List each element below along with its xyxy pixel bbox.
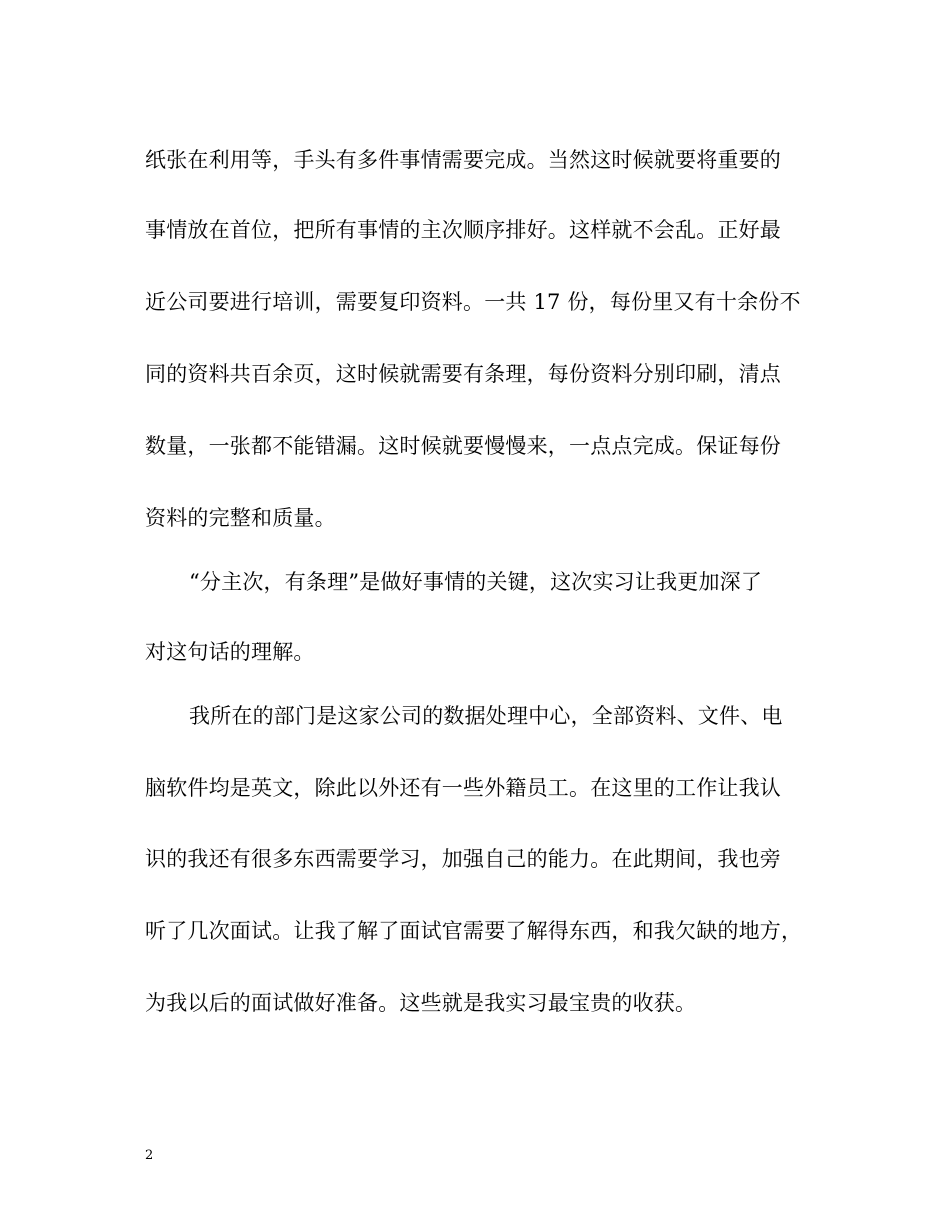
body-text-line: 识的我还有很多东西需要学习，加强自己的能力。在此期间，我也旁 (145, 847, 781, 871)
body-text-line: 近公司要进行培训，需要复印资料。一共 17 份，每份里又有十余份不 (145, 290, 801, 314)
body-text-line: 资料的完整和质量。 (145, 506, 336, 530)
body-text-line: 我所在的部门是这家公司的数据处理中心，全部资料、文件、电 (189, 704, 783, 728)
body-text-line: 纸张在利用等，手头有多件事情需要完成。当然这时候就要将重要的 (145, 148, 781, 172)
body-text-line: 对这句话的理解。 (145, 640, 315, 664)
body-text-line: 事情放在首位，把所有事情的主次顺序排好。这样就不会乱。正好最 (145, 218, 781, 242)
body-text-line: 为我以后的面试做好准备。这些就是我实习最宝贵的收获。 (145, 991, 697, 1015)
body-text-line: 听了几次面试。让我了解了面试官需要了解得东西，和我欠缺的地方， (145, 919, 803, 943)
body-text-line: 脑软件均是英文，除此以外还有一些外籍员工。在这里的工作让我认 (145, 776, 781, 800)
page-number: 2 (145, 1148, 154, 1163)
body-text-line: “分主次，有条理”是做好事情的关键，这次实习让我更加深了 (189, 570, 763, 594)
body-text-line: 数量，一张都不能错漏。这时候就要慢慢来，一点点完成。保证每份 (145, 434, 781, 458)
body-text-line: 同的资料共百余页，这时候就需要有条理，每份资料分别印刷，清点 (145, 362, 781, 386)
